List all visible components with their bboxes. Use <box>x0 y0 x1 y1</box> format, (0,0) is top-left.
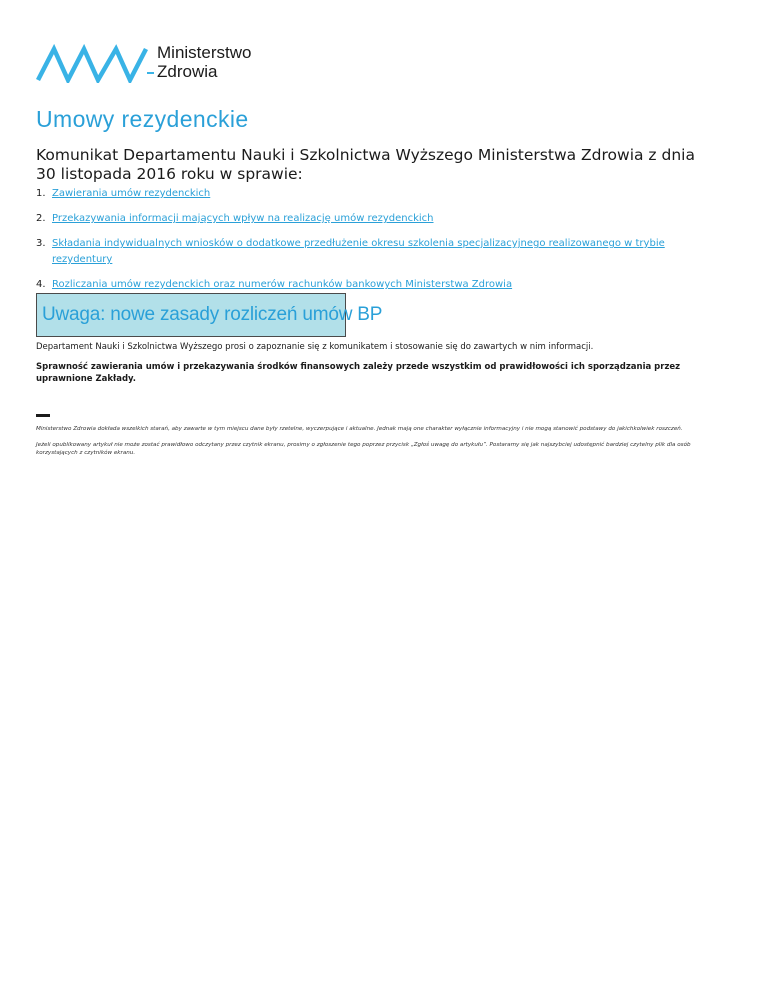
list-item <box>36 277 726 293</box>
bold-note: Sprawność zawierania umów i przekazywania środków finansowych zależy przede wszystkim od prawidłowości ich sporządzania przez uprawnione Zakłady. <box>36 362 681 384</box>
page-subtitle: Komunikat Departamentu Nauki i Szkolnictwa Wyższego Ministerstwa Zdrowia z dnia 30 listopada 2016 roku w sprawie: <box>36 146 695 183</box>
list-number: 2. <box>36 213 46 224</box>
logo-line2: Zdrowia <box>157 62 218 81</box>
list-number: 1. <box>36 188 46 199</box>
list-number: 3. <box>36 238 46 249</box>
link-skladania-wnioskow[interactable]: Składania indywidualnych wniosków o dodatkowe przedłużenie okresu szkolenia specjalizacyjnego realizowanego w trybie rezydentury <box>52 238 665 265</box>
logo-line1: Ministerstwo <box>157 43 252 62</box>
accessibility-disclaimer: Jeżeli opublikowany artykuł nie może zostać prawidłowo odczytany przez czytnik ekranu, prosimy o zgłoszenie tego poprzez przycisk „Zgłoś uwagę do artykułu”. Postaramy się jak najszybciej udostępnić bardziej czytelny plik dla osób korzystających z czytników ekranu. <box>36 442 691 456</box>
info-note: Departament Nauki i Szkolnictwa Wyższego prosi o zapoznanie się z komunikatem i stosowanie się do zawartych w nim informacji. <box>36 342 594 352</box>
list-number: 4. <box>36 279 46 290</box>
logo-text <box>157 43 251 81</box>
document-links-list <box>36 186 726 302</box>
list-item <box>36 211 726 227</box>
link-zawierania-umow[interactable]: Zawierania umów rezydenckich <box>52 188 211 199</box>
list-item <box>36 186 726 202</box>
zigzag-logo-icon <box>36 43 154 83</box>
ministry-logo[interactable] <box>36 43 252 83</box>
page-title: Umowy rezydenckie <box>36 106 249 132</box>
link-rozliczania-umow[interactable]: Rozliczania umów rezydenckich oraz numerów rachunków bankowych Ministerstwa Zdrowia <box>52 279 513 290</box>
list-item <box>36 236 726 268</box>
warning-text: Uwaga: nowe zasady rozliczeń umów BP <box>42 304 383 325</box>
warning-box <box>36 293 383 337</box>
link-przekazywania-informacji[interactable]: Przekazywania informacji mających wpływ na realizację umów rezydenckich <box>52 213 434 224</box>
divider <box>36 414 50 417</box>
logo-dash <box>147 72 154 74</box>
disclaimer-text: Ministerstwo Zdrowia dokłada wszelkich starań, aby zawarte w tym miejscu dane były rzetelne, wyczerpujące i aktualne. Jednak mają one charakter wyłącznie informacyjny i nie mogą stanowić podstawy do jakichkolwiek roszczeń. <box>36 426 683 432</box>
